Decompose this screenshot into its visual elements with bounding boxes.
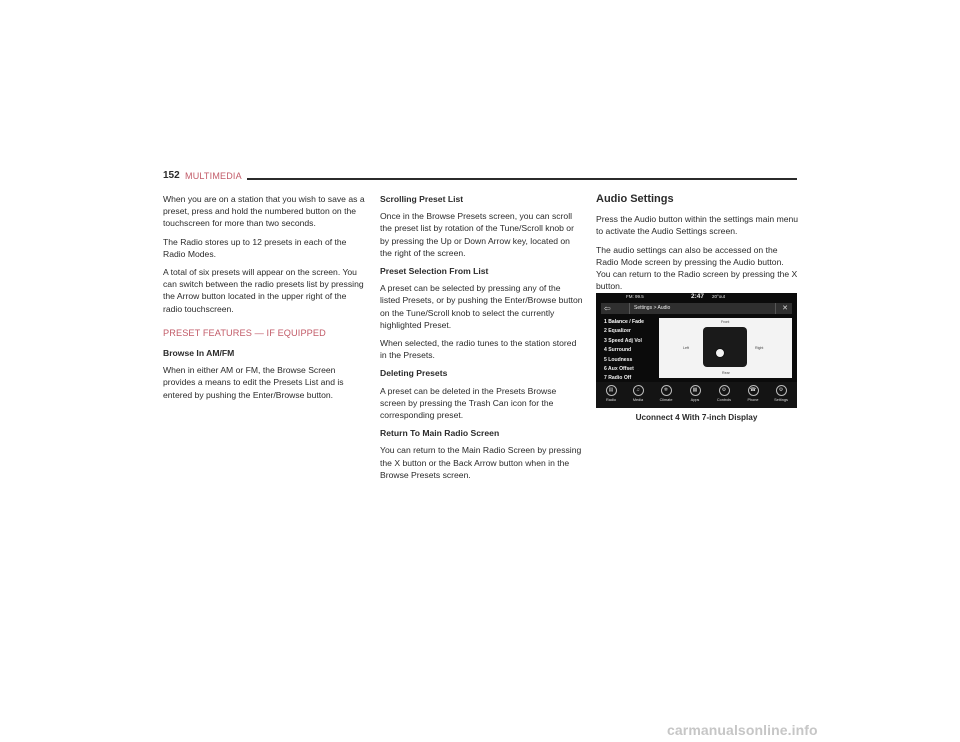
paragraph: The audio settings can also be accessed on the Radio Mode screen by pressing the Audio button. You can return to the Radio screen by pressing the X button. bbox=[596, 244, 798, 292]
column-middle bbox=[380, 193, 583, 487]
uconnect-screenshot bbox=[596, 293, 797, 408]
station-readout: FM: 99.5 bbox=[626, 294, 644, 299]
section-title: MULTIMEDIA bbox=[185, 171, 242, 181]
phone-icon: ☎ bbox=[748, 385, 759, 396]
clock: 2:47 bbox=[691, 293, 705, 300]
subheading-selection: Preset Selection From List bbox=[380, 266, 489, 277]
dock-media[interactable]: ♫ Media bbox=[632, 387, 644, 402]
paragraph: The Radio stores up to 12 presets in each of the Radio Modes. bbox=[163, 236, 347, 259]
close-icon[interactable]: ✕ bbox=[775, 303, 788, 314]
bottom-dock bbox=[596, 382, 797, 408]
column-left bbox=[163, 193, 366, 407]
rear-label: Rear bbox=[722, 371, 730, 375]
dock-controls[interactable]: ⚙ Controls bbox=[716, 387, 732, 402]
breadcrumb: Settings > Audio bbox=[629, 303, 670, 314]
menu-item-loudness[interactable]: 5 Loudness bbox=[604, 356, 633, 363]
menu-item-surround[interactable]: 4 Surround bbox=[604, 347, 632, 354]
menu-item-equalizer[interactable]: 2 Equalizer bbox=[604, 328, 631, 335]
subheading-browse: Browse In AM/FM bbox=[163, 348, 235, 359]
page-header bbox=[163, 170, 797, 184]
status-bar bbox=[596, 293, 797, 302]
paragraph: A total of six presets will appear on the screen. You can switch between the radio presets list by pressing the Arrow button located in the upper right of the radio touchscreen. bbox=[163, 267, 364, 314]
right-label: Right bbox=[755, 346, 764, 350]
column-right bbox=[596, 193, 799, 298]
menu-item-radio-off[interactable]: 7 Radio Off bbox=[604, 375, 632, 382]
paragraph: Once in the Browse Presets screen, you can scroll the preset list by rotation of the Tune/Scroll knob or by pressing the Up or Down Arrow key, located on the right of the screen. bbox=[380, 211, 574, 258]
subheading-scrolling: Scrolling Preset List bbox=[380, 194, 464, 204]
audio-settings-heading: Audio Settings bbox=[596, 193, 674, 205]
front-label: Front bbox=[721, 320, 730, 324]
climate-icon: ❄ bbox=[661, 385, 672, 396]
page-number: 152 bbox=[163, 170, 180, 181]
settings-icon: ⚙ bbox=[776, 385, 787, 396]
car-seats-icon bbox=[703, 327, 747, 367]
apps-icon: ▦ bbox=[690, 385, 701, 396]
dock-settings[interactable]: ⚙ Settings bbox=[774, 387, 788, 402]
menu-item-balance-fade[interactable]: 1 Balance / Fade bbox=[604, 319, 644, 325]
dock-apps[interactable]: ▦ Apps bbox=[690, 387, 700, 402]
radio-icon: ▤ bbox=[606, 385, 617, 396]
subheading-deleting: Deleting Presets bbox=[380, 368, 448, 379]
paragraph: Press the Audio button within the settings main menu to activate the Audio Settings screen. bbox=[596, 214, 799, 237]
dock-climate[interactable]: ❄ Climate bbox=[659, 387, 673, 402]
paragraph: When selected, the radio tunes to the station stored in the Presets. bbox=[380, 338, 577, 361]
menu-item-aux-offset[interactable]: 6 Aux Offset bbox=[604, 366, 634, 373]
paragraph: When you are on a station that you wish to save as a preset, press and hold the numbered button on the touchscreen for more than two seconds. bbox=[163, 194, 365, 229]
music-note-icon: ♫ bbox=[633, 385, 644, 396]
figure-caption: Uconnect 4 With 7-inch Display bbox=[635, 413, 758, 422]
dock-phone[interactable]: ☎ Phone bbox=[747, 387, 759, 402]
outside-temp: 20°out bbox=[712, 294, 726, 299]
subheading-return: Return To Main Radio Screen bbox=[380, 428, 500, 439]
paragraph: You can return to the Main Radio Screen by pressing the X button or the Back Arrow button when in the Browse Presets screen. bbox=[380, 445, 582, 480]
dock-radio[interactable]: ▤ Radio bbox=[606, 387, 616, 402]
header-rule bbox=[247, 178, 797, 180]
title-bar bbox=[601, 303, 792, 314]
paragraph: When in either AM or FM, the Browse Screen provides a means to edit the Presets List and is entered by pushing the Enter/Browse button. bbox=[163, 365, 344, 400]
paragraph: A preset can be selected by pressing any of the listed Presets, or by pushing the Enter/Browse button on the Tune/Scroll knob to select the currently highlighted Preset. bbox=[380, 283, 583, 330]
paragraph: A preset can be deleted in the Presets Browse screen by pressing the Trash Can icon for the corresponding preset. bbox=[380, 385, 557, 421]
watermark: carmanualsonline.info bbox=[667, 722, 818, 738]
menu-item-speed-adj-vol[interactable]: 3 Speed Adj Vol bbox=[604, 337, 642, 344]
left-label: Left bbox=[683, 346, 689, 350]
audio-menu bbox=[601, 318, 657, 384]
feature-heading: PRESET FEATURES — IF EQUIPPED bbox=[163, 327, 326, 338]
controls-icon: ⚙ bbox=[719, 385, 730, 396]
back-arrow-icon[interactable]: ⇦ bbox=[604, 304, 611, 313]
balance-handle[interactable] bbox=[715, 348, 725, 358]
balance-fade-panel[interactable] bbox=[659, 318, 792, 378]
